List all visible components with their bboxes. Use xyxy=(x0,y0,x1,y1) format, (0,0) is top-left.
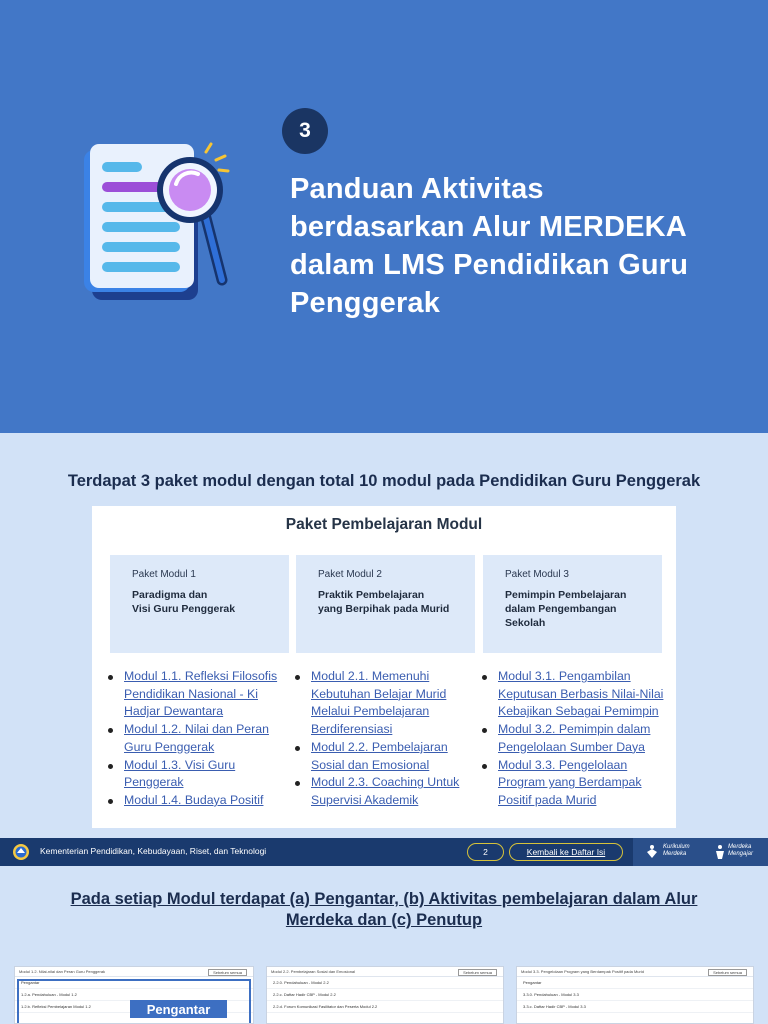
module-link-line: Berdiferensiasi xyxy=(311,722,393,737)
lms-screenshot-thumbnail xyxy=(266,966,504,1024)
thumbnail-button: Sebelum semua xyxy=(458,969,497,976)
paket-label: Paket Modul 2 xyxy=(318,569,382,580)
merdeka-mengajar-logo xyxy=(728,844,753,858)
thumbnail-row: 2.2.0. Pendahuluan - Modul 2.2 xyxy=(267,977,503,989)
paket-name-line: Praktik Pembelajaran xyxy=(318,589,425,601)
ministry-name: Kementerian Pendidikan, Kebudayaan, Riset, dan Teknologi xyxy=(40,846,267,856)
module-link-line: Modul 3.2. Pemimpin dalam xyxy=(498,722,651,737)
module-link-line: Melalui Pembelajaran xyxy=(311,704,430,719)
paket-name-line: yang Berpihak pada Murid xyxy=(318,603,450,615)
module-link-line: Modul 2.1. Memenuhi xyxy=(311,669,430,683)
module-link-line: Modul 2.3. Coaching Untuk xyxy=(311,775,460,790)
hero-title-line: Penggerak xyxy=(290,287,441,319)
section-heading: Terdapat 3 paket modul dengan total 10 modul pada Pendidikan Guru Penggerak xyxy=(67,472,701,490)
module-link-line: Keputusan Berbasis Nilai-Nilai xyxy=(498,686,664,701)
module-link-line: Program yang Berdampak xyxy=(498,775,642,790)
merdeka-mengajar-logo-icon xyxy=(713,844,727,860)
logo-text: Mengajar xyxy=(728,851,754,857)
thumbnail-row: Pengantar xyxy=(15,977,253,989)
module-list-1 xyxy=(108,668,277,810)
thumbnail-title: Modul 1.2. Nilai-nilai dan Peran Guru Penggerak xyxy=(19,969,106,974)
document-magnifier-icon xyxy=(78,140,238,310)
pengantar-label: Pengantar xyxy=(130,1000,227,1018)
thumbnail-title: Modul 2.2. Pembelajaran Sosial dan Emosional xyxy=(271,969,356,974)
hero-title xyxy=(290,170,750,322)
heading-line: Merdeka dan (c) Penutup xyxy=(285,911,483,929)
module-link-line: Positif pada Murid xyxy=(498,792,597,807)
thumbnail-row: 3.3.c. Daftar Hadir CBP - Modul 3.3 xyxy=(517,1001,753,1013)
module-link[interactable] xyxy=(295,668,459,739)
module-link-line: Penggerak xyxy=(124,775,184,790)
paket-box-1 xyxy=(110,555,289,653)
thumbnail-button: Sebelum semua xyxy=(208,969,247,976)
module-link[interactable] xyxy=(108,668,277,721)
thumbnail-row: 1.2.a. Pendahuluan - Modul 1.2 xyxy=(15,989,253,1001)
module-package-card xyxy=(92,506,676,828)
hero-section xyxy=(0,0,768,433)
paket-name-line: Sekolah xyxy=(505,617,546,629)
paket-box-2 xyxy=(296,555,475,653)
module-link-line: Pendidikan Nasional - Ki xyxy=(124,686,258,701)
thumbnail-header xyxy=(15,967,253,977)
thumbnail-header xyxy=(517,967,753,977)
paket-label: Paket Modul 3 xyxy=(505,569,569,580)
partner-logos xyxy=(633,838,768,866)
step-number-badge: 3 xyxy=(282,108,328,154)
page-number: 2 xyxy=(467,843,504,861)
back-to-contents-link[interactable]: Kembali ke Daftar Isi xyxy=(509,843,623,861)
module-link-line: Kebutuhan Belajar Murid xyxy=(311,686,447,701)
kurikulum-merdeka-logo xyxy=(663,844,690,858)
footer-bar xyxy=(0,838,768,866)
logo-text: Merdeka xyxy=(663,851,687,857)
section-heading-2 xyxy=(40,889,728,931)
module-link-line: Modul 3.3. Pengelolaan xyxy=(498,757,628,772)
module-link-line: Modul 1.1. Refleksi Filosofis xyxy=(124,669,278,683)
logo-text: Kurikulum xyxy=(663,844,690,850)
thumbnail-header xyxy=(267,967,503,977)
module-link[interactable] xyxy=(108,757,277,792)
paket-name xyxy=(132,588,289,616)
thumbnail-row: Pengantar xyxy=(517,977,753,989)
thumbnail-title: Modul 3.3. Pengelolaan Program yang Berdampak Positif pada Murid xyxy=(521,969,644,974)
module-link[interactable] xyxy=(295,774,459,809)
module-link[interactable] xyxy=(482,721,663,756)
paket-name-line: Pemimpin Pembelajaran xyxy=(505,589,627,601)
thumbnail-row: 3.3.0. Pendahuluan - Modul 3.3 xyxy=(517,989,753,1001)
module-link-line: Modul 2.2. Pembelajaran xyxy=(311,739,448,754)
module-link-line: Modul 1.2. Nilai dan Peran xyxy=(124,722,269,737)
module-link[interactable] xyxy=(108,721,277,756)
module-link-line: Guru Penggerak xyxy=(124,739,215,754)
heading-line: Pada setiap Modul terdapat (a) Pengantar, (b) Aktivitas pembelajaran dalam Alur xyxy=(70,890,698,908)
module-link[interactable] xyxy=(482,668,663,721)
paket-name-line: Paradigma dan xyxy=(132,589,208,601)
thumbnail-row: 2.2.c. Daftar Hadir CBP - Modul 2.2 xyxy=(267,989,503,1001)
module-link-line: Modul 1.4. Budaya Positif xyxy=(124,792,264,807)
paket-name xyxy=(318,588,475,616)
lms-screenshot-thumbnail xyxy=(516,966,754,1024)
paket-label: Paket Modul 1 xyxy=(132,569,196,580)
thumbnail-row: 2.2.d. Forum Komunikasi Fasilitator dan Peserta Modul 2.2 xyxy=(267,1001,503,1013)
module-link-line: Hadjar Dewantara xyxy=(124,704,224,719)
card-title: Paket Pembelajaran Modul xyxy=(285,516,483,533)
paket-box-3 xyxy=(483,555,662,653)
module-link[interactable] xyxy=(295,739,459,774)
module-link-line: Kebajikan Sebagai Pemimpin xyxy=(498,704,659,719)
hero-title-line: berdasarkan Alur MERDEKA xyxy=(290,211,687,243)
module-list-2 xyxy=(295,668,459,810)
module-list-3 xyxy=(482,668,663,810)
hero-title-line: Panduan Aktivitas xyxy=(290,173,544,205)
logo-text: Merdeka xyxy=(728,844,752,850)
thumbnail-button: Sebelum semua xyxy=(708,969,747,976)
tut-wuri-handayani-logo xyxy=(12,843,30,861)
thumbnail-row: 1.2.b. Refleksi Pembelajaran Modul 1.2 xyxy=(15,1001,253,1013)
module-link-line: Modul 1.3. Visi Guru xyxy=(124,757,236,772)
module-link[interactable] xyxy=(482,757,663,810)
module-link-line: Sosial dan Emosional xyxy=(311,757,430,772)
module-link-line: Modul 3.1. Pengambilan xyxy=(498,669,631,683)
paket-name-line: dalam Pengembangan xyxy=(505,603,617,615)
paket-name xyxy=(505,588,662,630)
module-link-line: Supervisi Akademik xyxy=(311,792,419,807)
hero-title-line: dalam LMS Pendidikan Guru xyxy=(290,249,689,281)
module-link[interactable] xyxy=(108,792,277,810)
kurikulum-merdeka-logo-icon xyxy=(645,844,659,860)
paket-name-line: Visi Guru Penggerak xyxy=(132,603,236,615)
module-link-line: Pengelolaan Sumber Daya xyxy=(498,739,645,754)
